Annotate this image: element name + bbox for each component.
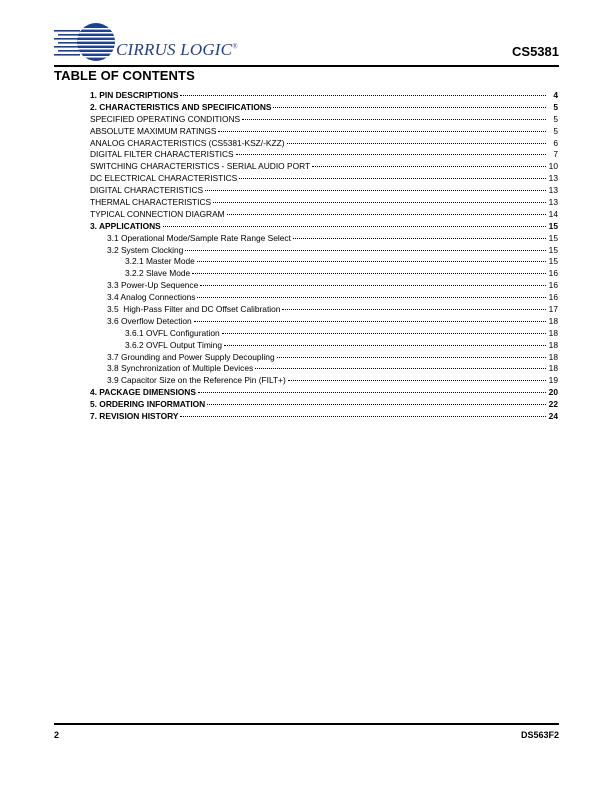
toc-entry[interactable] bbox=[90, 149, 558, 161]
toc-entry[interactable] bbox=[90, 102, 558, 114]
toc-entry[interactable] bbox=[90, 340, 558, 352]
toc-entry[interactable] bbox=[90, 114, 558, 126]
toc-entry-page: 15 bbox=[548, 244, 558, 255]
toc-entry-page: 16 bbox=[548, 280, 558, 291]
toc-entry-label: 3.4 Analog Connections bbox=[107, 292, 196, 303]
toc-leader-dots bbox=[185, 250, 546, 251]
toc-entry-label: 3.6 Overflow Detection bbox=[107, 315, 192, 326]
toc-entry[interactable] bbox=[90, 352, 558, 364]
toc-entry-page: 18 bbox=[548, 351, 558, 362]
toc-entry-page: 16 bbox=[548, 292, 558, 303]
toc-entry-page: 18 bbox=[548, 327, 558, 338]
toc-entry-page: 13 bbox=[548, 185, 558, 196]
toc-entry-label: 3.3 Power-Up Sequence bbox=[107, 280, 199, 291]
toc-entry-label: 5. ORDERING INFORMATION bbox=[90, 399, 206, 410]
toc-entry-label: SPECIFIED OPERATING CONDITIONS bbox=[90, 113, 241, 124]
toc-leader-dots bbox=[224, 345, 546, 346]
toc-leader-dots bbox=[197, 261, 546, 262]
toc-entry-label: 3.2 System Clocking bbox=[107, 244, 184, 255]
toc-leader-dots bbox=[239, 178, 546, 179]
logo-text: CIRRUS LOGIC bbox=[116, 40, 233, 59]
toc-leader-dots bbox=[282, 309, 546, 310]
document-id: CS5381 bbox=[512, 44, 559, 59]
table-of-contents bbox=[90, 90, 558, 423]
toc-entry[interactable] bbox=[90, 233, 558, 245]
logo-wordmark bbox=[116, 40, 238, 60]
toc-entry[interactable] bbox=[90, 304, 558, 316]
toc-entry-label: 1. PIN DESCRIPTIONS bbox=[90, 90, 179, 100]
toc-entry-label: THERMAL CHARACTERISTICS bbox=[90, 197, 212, 208]
toc-entry-label: 3.2.1 Master Mode bbox=[125, 256, 195, 267]
toc-entry-label: 3.2.2 Slave Mode bbox=[125, 268, 191, 279]
toc-entry-label: TYPICAL CONNECTION DIAGRAM bbox=[90, 208, 225, 219]
toc-entry[interactable] bbox=[90, 268, 558, 280]
toc-entry[interactable] bbox=[90, 197, 558, 209]
toc-entry[interactable] bbox=[90, 138, 558, 150]
toc-leader-dots bbox=[197, 297, 546, 298]
toc-entry-label: ABSOLUTE MAXIMUM RATINGS bbox=[90, 125, 217, 136]
logo-globe-icon bbox=[54, 22, 118, 62]
toc-leader-dots bbox=[255, 368, 546, 369]
toc-entry-label: 2. CHARACTERISTICS AND SPECIFICATIONS bbox=[90, 101, 272, 112]
toc-entry[interactable] bbox=[90, 256, 558, 268]
toc-entry[interactable] bbox=[90, 126, 558, 138]
toc-entry[interactable] bbox=[90, 221, 558, 233]
cirrus-logic-logo bbox=[54, 22, 244, 66]
toc-leader-dots bbox=[194, 321, 546, 322]
toc-entry-page: 7 bbox=[553, 149, 558, 160]
toc-entry[interactable] bbox=[90, 375, 558, 387]
toc-entry-label: 3.6.2 OVFL Output Timing bbox=[125, 339, 222, 350]
toc-entry-page: 18 bbox=[548, 315, 558, 326]
toc-entry-page: 5 bbox=[553, 101, 558, 112]
toc-entry-label: 3.8 Synchronization of Multiple Devices bbox=[107, 363, 254, 374]
toc-entry[interactable] bbox=[90, 185, 558, 197]
toc-entry[interactable] bbox=[90, 292, 558, 304]
toc-entry-page: 16 bbox=[548, 268, 558, 279]
toc-entry-page: 18 bbox=[548, 363, 558, 374]
toc-leader-dots bbox=[227, 214, 546, 215]
toc-entry[interactable] bbox=[90, 316, 558, 328]
toc-leader-dots bbox=[312, 166, 546, 167]
toc-leader-dots bbox=[163, 226, 546, 227]
toc-leader-dots bbox=[277, 357, 546, 358]
toc-entry-page: 6 bbox=[553, 137, 558, 148]
toc-leader-dots bbox=[288, 380, 546, 381]
registered-mark: ® bbox=[232, 42, 238, 51]
toc-entry[interactable] bbox=[90, 245, 558, 257]
toc-entry-label: DIGITAL CHARACTERISTICS bbox=[90, 185, 204, 196]
toc-entry-page: 15 bbox=[548, 232, 558, 243]
toc-entry-page: 14 bbox=[548, 208, 558, 219]
toc-entry-page: 4 bbox=[553, 90, 558, 100]
toc-leader-dots bbox=[236, 154, 546, 155]
page-number: 2 bbox=[54, 730, 60, 740]
toc-entry-label: 3.5 High-Pass Filter and DC Offset Calibration bbox=[107, 304, 281, 315]
toc-leader-dots bbox=[293, 238, 546, 239]
toc-entry-label: 3. APPLICATIONS bbox=[90, 220, 161, 231]
toc-entry-page: 24 bbox=[548, 411, 558, 422]
toc-entry[interactable] bbox=[90, 209, 558, 221]
toc-entry[interactable] bbox=[90, 363, 558, 375]
toc-entry-label: DC ELECTRICAL CHARACTERISTICS bbox=[90, 173, 238, 184]
toc-entry[interactable] bbox=[90, 399, 558, 411]
toc-entry-page: 15 bbox=[548, 220, 558, 231]
toc-entry-label: 4. PACKAGE DIMENSIONS bbox=[90, 387, 196, 398]
toc-entry-page: 22 bbox=[548, 399, 558, 410]
toc-entry-page: 20 bbox=[548, 387, 558, 398]
toc-entry-label: SWITCHING CHARACTERISTICS - SERIAL AUDIO PORT bbox=[90, 161, 311, 172]
toc-leader-dots bbox=[222, 333, 546, 334]
toc-leader-dots bbox=[198, 392, 546, 393]
toc-leader-dots bbox=[192, 273, 546, 274]
toc-leader-dots bbox=[287, 143, 546, 144]
toc-entry-label: 7. REVISION HISTORY bbox=[90, 411, 179, 422]
toc-entry-page: 19 bbox=[548, 375, 558, 386]
toc-leader-dots bbox=[180, 416, 546, 417]
toc-entry-label: DIGITAL FILTER CHARACTERISTICS bbox=[90, 149, 234, 160]
toc-entry-page: 13 bbox=[548, 173, 558, 184]
toc-entry[interactable] bbox=[90, 161, 558, 173]
toc-entry-label: ANALOG CHARACTERISTICS (CS5381-KSZ/-KZZ) bbox=[90, 137, 285, 148]
toc-entry[interactable] bbox=[90, 90, 558, 102]
footer-rule bbox=[54, 723, 559, 725]
toc-entry[interactable] bbox=[90, 387, 558, 399]
toc-entry-label: 3.9 Capacitor Size on the Reference Pin (FILT+) bbox=[107, 375, 286, 386]
toc-entry-page: 10 bbox=[548, 161, 558, 172]
toc-entry-page: 5 bbox=[553, 125, 558, 136]
document-code: DS563F2 bbox=[520, 730, 559, 740]
toc-leader-dots bbox=[207, 404, 546, 405]
toc-entry[interactable] bbox=[90, 328, 558, 340]
toc-entry-page: 18 bbox=[548, 339, 558, 350]
toc-leader-dots bbox=[205, 190, 546, 191]
page-title: TABLE OF CONTENTS bbox=[54, 68, 195, 83]
toc-entry[interactable] bbox=[90, 411, 558, 423]
toc-entry-page: 5 bbox=[553, 113, 558, 124]
toc-leader-dots bbox=[200, 285, 546, 286]
toc-entry-page: 13 bbox=[548, 197, 558, 208]
toc-entry[interactable] bbox=[90, 173, 558, 185]
toc-leader-dots bbox=[213, 202, 546, 203]
toc-entry[interactable] bbox=[90, 280, 558, 292]
toc-entry-label: 3.7 Grounding and Power Supply Decoupling bbox=[107, 351, 275, 362]
toc-leader-dots bbox=[180, 95, 546, 96]
toc-leader-dots bbox=[273, 107, 546, 108]
toc-entry-label: 3.1 Operational Mode/Sample Rate Range Select bbox=[107, 232, 291, 243]
header-rule bbox=[54, 65, 559, 67]
toc-entry-page: 15 bbox=[548, 256, 558, 267]
toc-leader-dots bbox=[242, 119, 546, 120]
toc-entry-label: 3.6.1 OVFL Configuration bbox=[125, 327, 220, 338]
toc-leader-dots bbox=[218, 131, 546, 132]
toc-entry-page: 17 bbox=[548, 304, 558, 315]
page-header bbox=[54, 22, 559, 66]
